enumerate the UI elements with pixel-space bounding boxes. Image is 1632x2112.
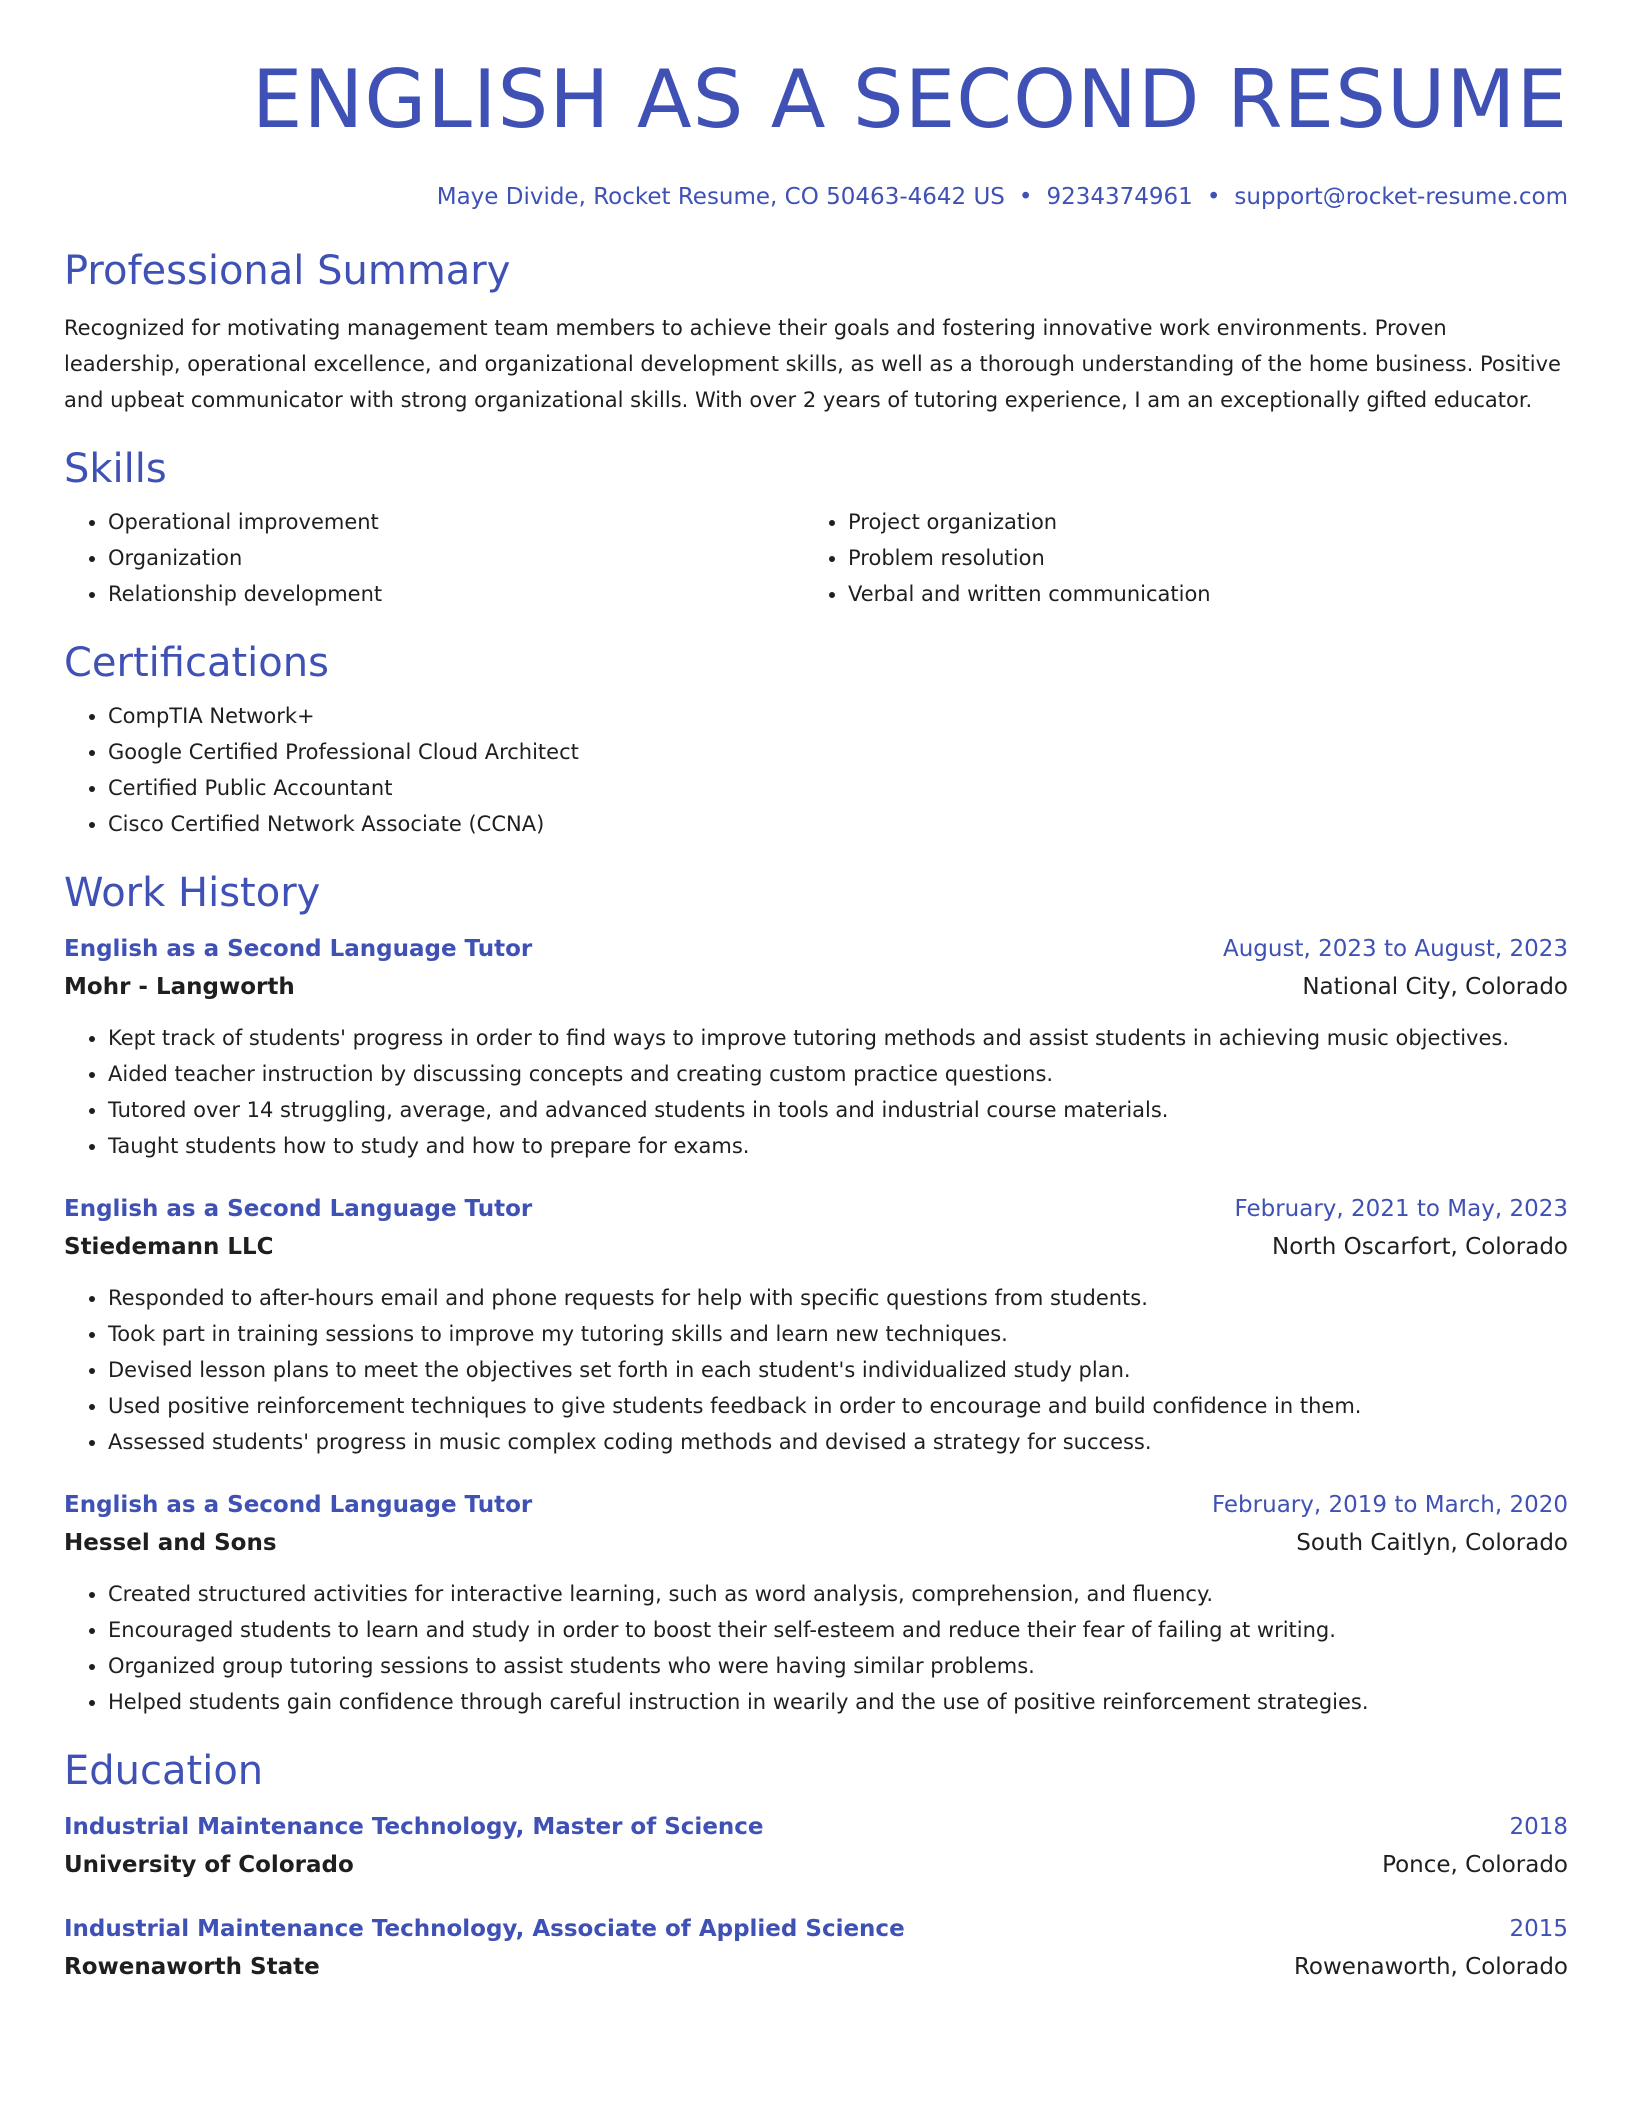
job-dates: February, 2019 to March, 2020 — [1211, 1492, 1568, 1518]
job-bullet: • Taught students how to study and how to prepare for exams. — [108, 1128, 1568, 1164]
job-entry — [64, 1190, 1568, 1460]
skills-column-left — [64, 504, 804, 612]
education-degree: Industrial Maintenance Technology, Associate of Applied Science — [64, 1916, 905, 1942]
job-bullet: • Aided teacher instruction by discussing concepts and creating custom practice questions. — [108, 1056, 1568, 1092]
education-location: Rowenaworth, Colorado — [1293, 1954, 1568, 1980]
education-entry — [64, 1808, 1568, 1884]
job-dates: February, 2021 to May, 2023 — [1234, 1196, 1568, 1222]
job-bullet: • Kept track of students' progress in order to find ways to improve tutoring methods and assist students in achieving music objectives. — [108, 1020, 1568, 1056]
education-entry — [64, 1910, 1568, 1986]
job-title: English as a Second Language Tutor — [64, 1196, 533, 1222]
contact-separator: • — [1018, 184, 1033, 210]
job-bullet: • Helped students gain confidence through careful instruction in wearily and the use of positive reinforcement strategies. — [108, 1684, 1568, 1720]
education-location: Ponce, Colorado — [1382, 1852, 1568, 1878]
job-bullet: • Tutored over 14 struggling, average, and advanced students in tools and industrial course materials. — [108, 1092, 1568, 1128]
job-title: English as a Second Language Tutor — [64, 1492, 533, 1518]
contact-line — [64, 182, 1568, 212]
job-location: North Oscarfort, Colorado — [1271, 1234, 1568, 1260]
job-location: National City, Colorado — [1302, 974, 1568, 1000]
job-bullets — [64, 1020, 1568, 1164]
section-title-certifications: Certifications — [64, 640, 329, 686]
contact-separator: • — [1206, 184, 1221, 210]
summary-text: Recognized for motivating management team members to achieve their goals and fostering innovative work environments. Proven leadership, operational excellence, and organizational development skills, as well as a thorough understanding of the home business. Positive and upbeat communicator with strong organizational skills. With over 2 years of tutoring experience, I am an exceptionally gifted educator. — [64, 316, 1561, 412]
certification-item: • Certified Public Accountant — [108, 770, 1568, 806]
job-bullet: • Assessed students' progress in music complex coding methods and devised a strategy for success. — [108, 1424, 1568, 1460]
job-bullet: • Used positive reinforcement techniques to give students feedback in order to encourage and build confidence in them. — [108, 1388, 1568, 1424]
section-title-work: Work History — [64, 870, 321, 916]
contact-address: Maye Divide, Rocket Resume, CO 50463-4642 US — [436, 184, 1005, 210]
professional-summary-section — [64, 246, 1568, 418]
section-title-education: Education — [64, 1748, 264, 1794]
contact-email[interactable]: support@rocket-resume.com — [1234, 184, 1568, 210]
skills-section — [64, 444, 1568, 612]
education-section — [64, 1746, 1568, 1986]
certifications-list — [64, 698, 1568, 842]
job-entry — [64, 1486, 1568, 1720]
education-school: Rowenaworth State — [64, 1954, 320, 1980]
job-entry — [64, 930, 1568, 1164]
skill-item: • Project organization — [848, 504, 1544, 540]
job-bullets — [64, 1280, 1568, 1460]
resume-name: ENGLISH AS A SECOND RESUME — [251, 53, 1568, 146]
job-bullet: • Responded to after-hours email and phone requests for help with specific questions from students. — [108, 1280, 1568, 1316]
education-year: 2018 — [1509, 1814, 1568, 1840]
education-year: 2015 — [1509, 1916, 1568, 1942]
job-title: English as a Second Language Tutor — [64, 936, 533, 962]
section-title-summary: Professional Summary — [64, 248, 511, 294]
certifications-section — [64, 638, 1568, 842]
job-bullet: • Devised lesson plans to meet the objectives set forth in each student's individualized study plan. — [108, 1352, 1568, 1388]
skill-item: • Problem resolution — [848, 540, 1544, 576]
job-company: Stiedemann LLC — [64, 1234, 274, 1260]
skills-grid — [64, 504, 1568, 612]
skill-item: • Organization — [108, 540, 804, 576]
job-company: Hessel and Sons — [64, 1530, 277, 1556]
job-bullet: • Took part in training sessions to improve my tutoring skills and learn new techniques. — [108, 1316, 1568, 1352]
section-title-skills: Skills — [64, 446, 167, 492]
skill-item: • Verbal and written communication — [848, 576, 1544, 612]
certification-item: • Cisco Certified Network Associate (CCNA) — [108, 806, 1568, 842]
job-location: South Caitlyn, Colorado — [1296, 1530, 1568, 1556]
job-dates: August, 2023 to August, 2023 — [1223, 936, 1568, 962]
skill-item: • Relationship development — [108, 576, 804, 612]
skills-column-right — [804, 504, 1544, 612]
job-bullets — [64, 1576, 1568, 1720]
job-bullet: • Encouraged students to learn and study in order to boost their self-esteem and reduce their fear of failing at writing. — [108, 1612, 1568, 1648]
work-history-section — [64, 868, 1568, 1720]
job-company: Mohr - Langworth — [64, 974, 295, 1000]
education-degree: Industrial Maintenance Technology, Master of Science — [64, 1814, 764, 1840]
resume-header — [64, 0, 1568, 212]
education-school: University of Colorado — [64, 1852, 354, 1878]
certification-item: • Google Certified Professional Cloud Architect — [108, 734, 1568, 770]
skill-item: • Operational improvement — [108, 504, 804, 540]
contact-phone: 9234374961 — [1046, 184, 1193, 210]
certification-item: • CompTIA Network+ — [108, 698, 1568, 734]
job-bullet: • Organized group tutoring sessions to assist students who were having similar problems. — [108, 1648, 1568, 1684]
job-bullet: • Created structured activities for interactive learning, such as word analysis, comprehension, and fluency. — [108, 1576, 1568, 1612]
